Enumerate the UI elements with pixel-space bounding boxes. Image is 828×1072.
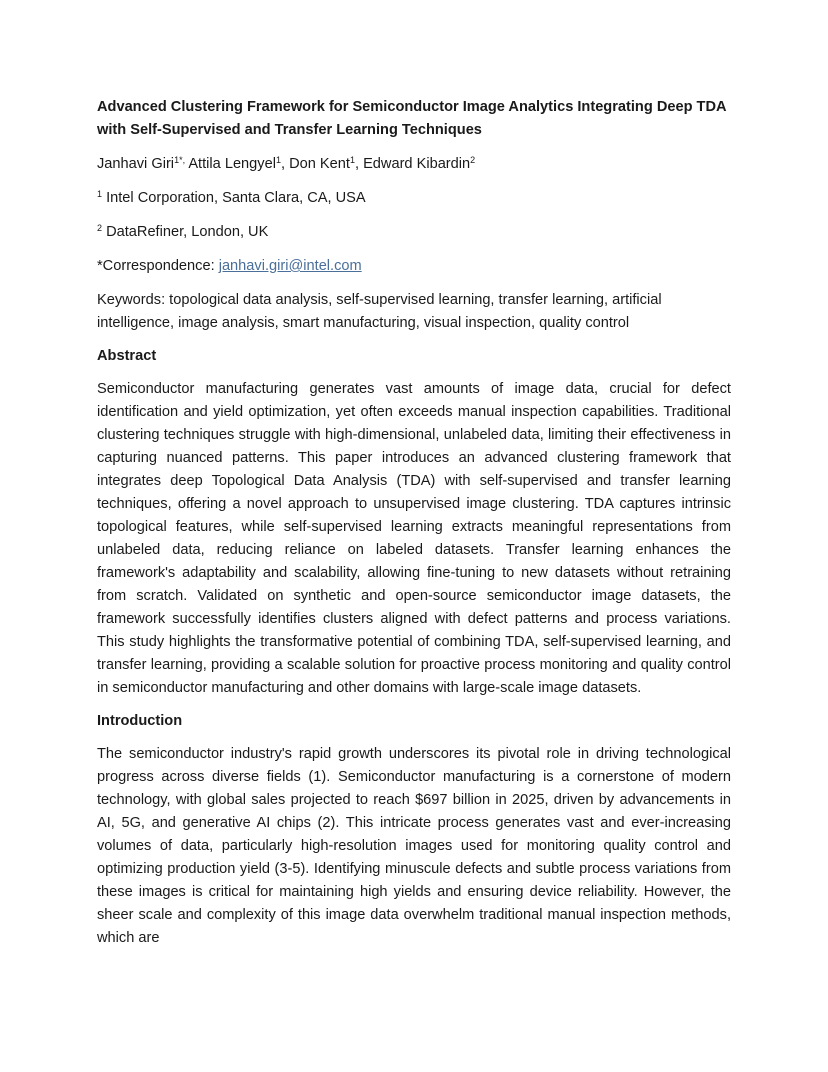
paper-page [97,96,731,950]
introduction-heading: Introduction [97,713,183,729]
author-name: Don Kent [289,156,350,172]
introduction-text: The semiconductor industry's rapid growth underscores its pivotal role in driving technological progress across diverse fields (1). Semiconductor manufacturing is a cornerstone of modern technology, with global sales projected to reach $697 billion in 2025, driven by advancements in AI, 5G, and generative AI chips (2). This intricate process generates vast and ever-increasing volumes of data, particularly high-resolution images used for monitoring quality control and optimizing production yield (3-5). Identifying minuscule defects and subtle process variations from these images is critical for maintaining high yields and ensuring device reliability. However, the sheer scale and complexity of this image data overwhelm traditional manual inspection methods, which are [97,746,731,946]
affiliation-superscript: 2 [97,223,103,233]
affiliation-superscript: 1 [97,189,103,199]
author-name: Attila Lengyel [188,156,276,172]
author-name: Janhavi Giri [97,156,175,172]
keywords: Keywords: topological data analysis, self-supervised learning, transfer learning, artificial intelligence, image analysis, smart manufacturing, visual inspection, quality control [97,292,662,331]
affiliation-text: Intel Corporation, Santa Clara, CA, USA [106,190,366,206]
author-separator: , [280,156,290,172]
author-separator: , [354,156,364,172]
affiliation-1 [97,187,731,210]
author-superscript: 1*, [174,155,186,165]
abstract-heading: Abstract [97,348,157,364]
affiliation-2 [97,221,731,244]
author-superscript: 1 [349,155,355,165]
correspondence-label: *Correspondence: [97,258,215,274]
paper-title: Advanced Clustering Framework for Semiconductor Image Analytics Integrating Deep TDA with Self-Supervised and Transfer Learning Techniques [97,99,727,138]
author-superscript: 1 [275,155,281,165]
correspondence-email-link[interactable]: janhavi.giri@intel.com [218,258,362,274]
author-list [97,153,731,176]
correspondence [97,255,731,278]
abstract-text: Semiconductor manufacturing generates vast amounts of image data, crucial for defect identification and yield optimization, yet often exceeds manual inspection capabilities. Traditional clustering techniques struggle with high-dimensional, unlabeled data, limiting their effectiveness in capturing nuanced patterns. This paper introduces an advanced clustering framework that integrates deep Topological Data Analysis (TDA) with self-supervised and transfer learning techniques, offering a novel approach to unsupervised image clustering. TDA captures intrinsic topological features, while self-supervised learning extracts meaningful representations from unlabeled data, reducing reliance on labeled datasets. Transfer learning enhances the framework's adaptability and scalability, allowing fine-tuning to new datasets without retraining from scratch. Validated on synthetic and open-source semiconductor image datasets, the framework successfully identifies clusters aligned with defect patterns and process variations. This study highlights the transformative potential of combining TDA, self-supervised learning, and transfer learning, providing a scalable solution for proactive process monitoring and quality control in semiconductor manufacturing and other domains with large-scale image datasets. [97,381,731,696]
affiliation-text: DataRefiner, London, UK [106,224,269,240]
author-superscript: 2 [470,155,476,165]
author-name: Edward Kibardin [363,156,471,172]
